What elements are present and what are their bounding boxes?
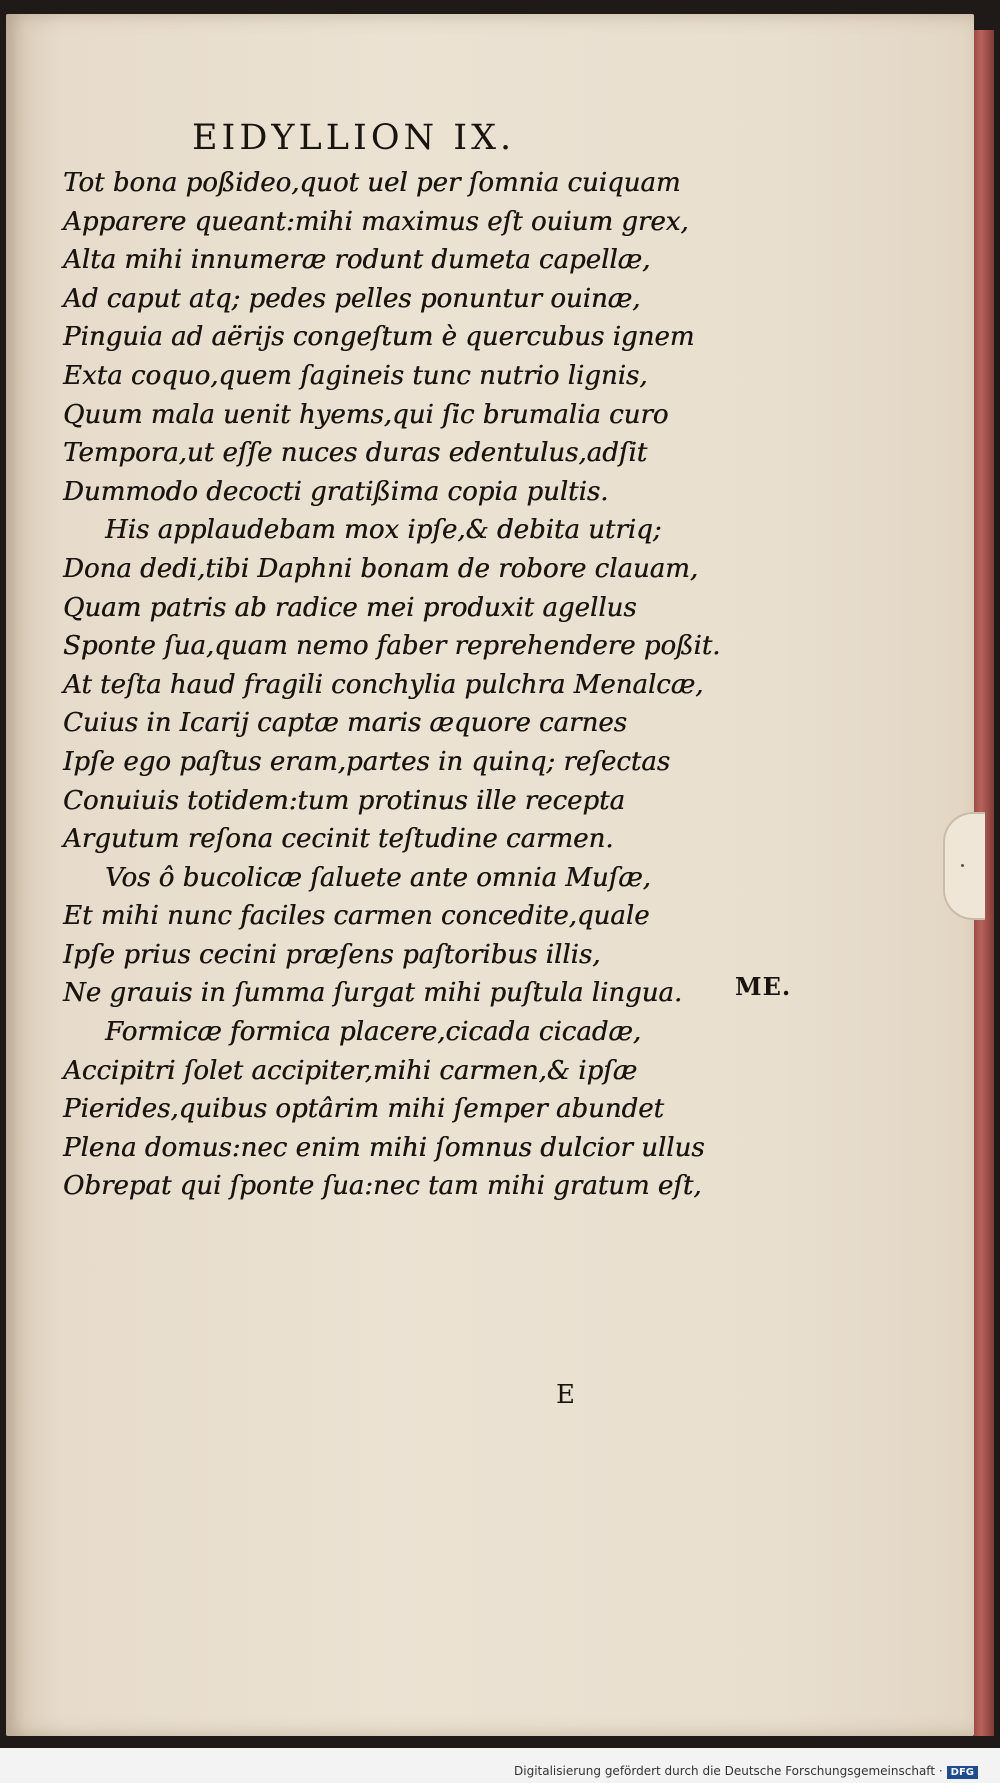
verse-line: Plena domus:nec enim mihi ſomnus dulcior ullus: [63, 1132, 705, 1163]
verse-line: Obrepat qui ſponte ſua:nec tam mihi gratum eſt,: [63, 1171, 702, 1202]
verse-line: Et mihi nunc faciles carmen concedite,quale: [63, 901, 650, 932]
verse-line: Quam patris ab radice mei produxit agellus: [63, 592, 637, 623]
verse-line: Exta coquo,quem ſagineis tunc nutrio lignis,: [63, 360, 648, 391]
verse-line: Alta mihi innumeræ rodunt dumeta capellæ,: [63, 245, 651, 276]
verse-line: Sponte ſua,quam nemo faber reprehendere poßit.: [63, 631, 721, 662]
verse-line: Tot bona poßideo,quot uel per ſomnia cuiquam: [63, 168, 681, 198]
verse-line: His applaudebam mox ipſe,& debita utriq;: [105, 515, 662, 546]
verse-line: Vos ô bucolicæ ſaluete ante omnia Muſæ,: [105, 862, 651, 893]
verse-line: Argutum reſona cecinit teſtudine carmen.: [63, 824, 614, 855]
verse-line: Pierides,quibus optârim mihi ſemper abundet: [63, 1094, 664, 1125]
verse-line: Accipitri ſolet accipiter,mihi carmen,& ipſæ: [63, 1055, 638, 1086]
verse-line: Dona dedi,tibi Daphni bonam de robore clauam,: [63, 553, 699, 584]
verse-line: Pinguia ad aërijs congeſtum è quercubus ignem: [63, 322, 695, 353]
speaker-marginal-note: ME.: [735, 972, 792, 1001]
verse-line: Cuius in Icarij captæ maris æquore carnes: [63, 708, 627, 739]
verse-line: Conuiuis totidem:tum protinus ille recepta: [63, 785, 625, 816]
page-header: EIDYLLION IX.: [192, 118, 516, 158]
verse-line: Tempora,ut eſſe nuces duras edentulus,adſit: [63, 438, 648, 469]
verse-line: Dummodo decocti gratißima copia pultis.: [63, 476, 609, 507]
digitization-credit: [514, 1764, 978, 1779]
verse-line: Ad caput atq; pedes pelles ponuntur ouinæ,: [63, 283, 641, 314]
signature-mark: E: [556, 1380, 575, 1410]
page-tab-marker: [943, 812, 985, 920]
credit-text: Digitalisierung gefördert durch die Deutsche Forschungsgemeinschaft ·: [514, 1764, 943, 1778]
verse-line: Quum mala uenit hyems,qui ſic brumalia curo: [63, 399, 669, 430]
dfg-logo: DFG: [947, 1766, 978, 1779]
verse-text: [63, 164, 763, 1206]
verse-line: Ipſe prius cecini præſens paſtoribus illis,: [63, 939, 601, 970]
verse-line: At teſta haud fragili conchylia pulchra Menalcæ,: [63, 669, 704, 700]
verse-line: Ipſe ego paſtus eram,partes in quinq; reſectas: [63, 746, 671, 777]
verse-line: Apparere queant:mihi maximus eſt ouium grex,: [63, 206, 689, 237]
verse-line: Formicæ formica placere,cicada cicadæ,: [105, 1017, 642, 1048]
verse-line: Ne grauis in ſumma ſurgat mihi puſtula lingua.: [63, 978, 683, 1009]
